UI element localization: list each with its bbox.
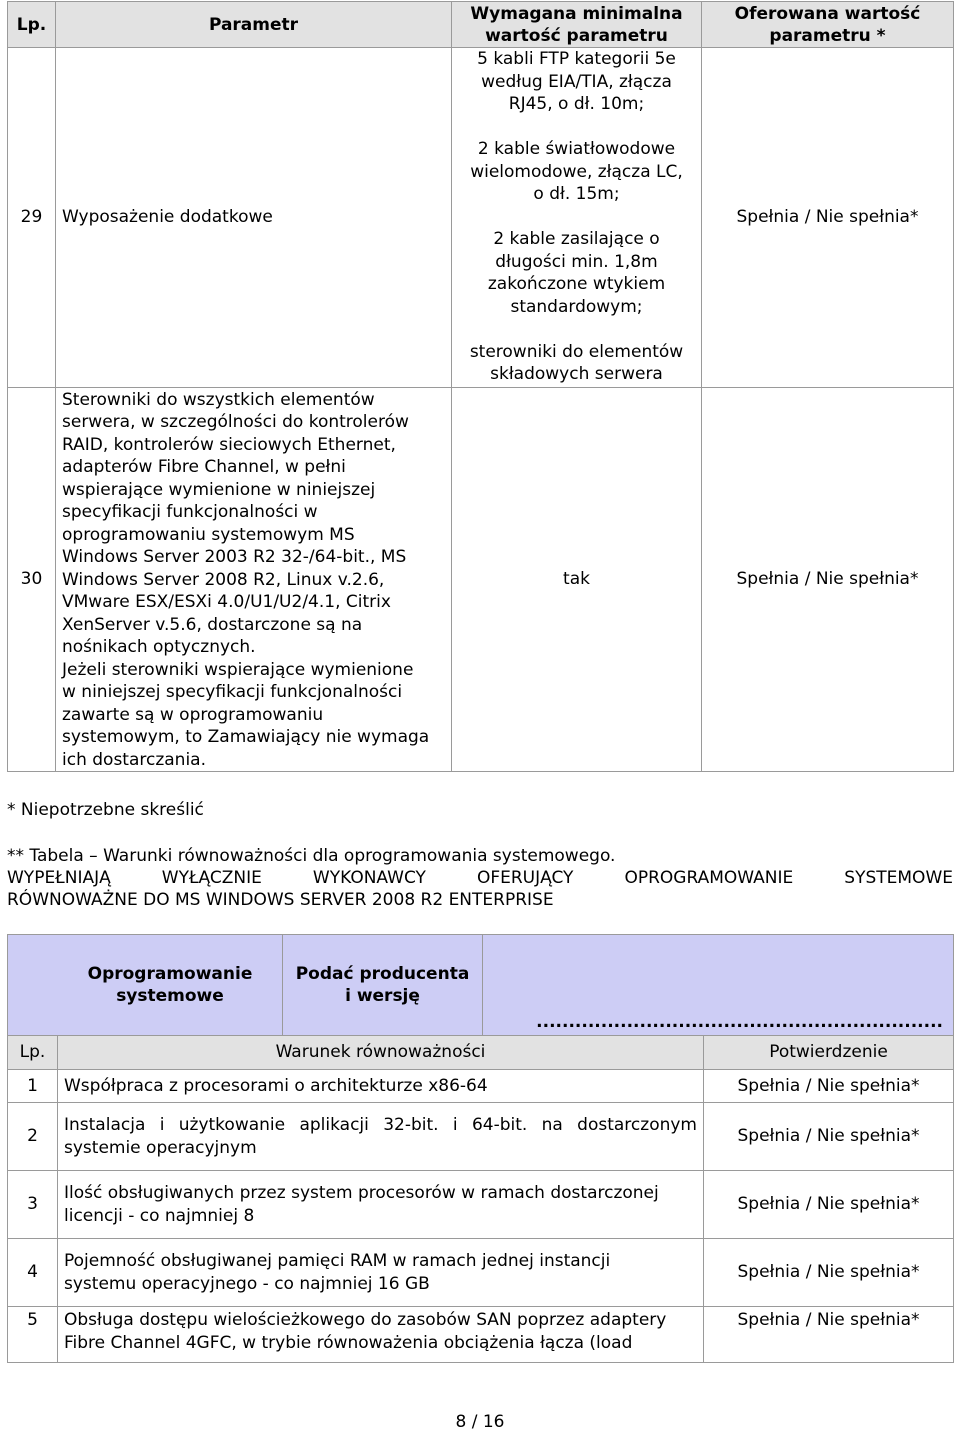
row-param: Wyposażenie dodatkowe <box>56 48 452 388</box>
row-condition <box>58 1239 704 1307</box>
header-offered-value <box>702 2 954 48</box>
row-lp: 4 <box>8 1239 58 1307</box>
min-line: długości min. 1,8m <box>495 251 658 272</box>
header-confirm: Potwierdzenie <box>704 1036 954 1070</box>
table2-header-row <box>8 1036 954 1070</box>
min-line: 2 kable światłowodowe <box>477 139 676 159</box>
footnote-strike: * Niepotrzebne skreślić <box>7 800 204 820</box>
equivalence-table <box>7 934 954 1363</box>
min-line: zakończone wtykiem <box>487 274 666 294</box>
param-line: RAID, kontrolerów sieciowych Ethernet, <box>62 434 396 455</box>
param-line: VMware ESX/ESXi 4.0/U1/U2/4.1, Citrix <box>62 592 391 612</box>
software-label-line1: Oprogramowanie <box>87 963 253 984</box>
param-line: Windows Server 2003 R2 32-/64-bit., MS <box>62 547 407 567</box>
row-confirm: Spełnia / Nie spełnia* <box>704 1239 954 1307</box>
page-number: 8 / 16 <box>455 1412 505 1432</box>
row-confirm: Spełnia / Nie spełnia* <box>704 1171 954 1239</box>
table-row <box>8 388 954 772</box>
header-lp: Lp. <box>8 1036 58 1070</box>
row-condition <box>58 1307 704 1363</box>
condition-line: Fibre Channel 4GFC, w trybie równoważenia obciążenia łącza (load <box>64 1332 633 1353</box>
param-line: specyfikacji funkcjonalności w <box>62 502 318 522</box>
table2-title: ** Tabela – Warunki równoważności dla oprogramowania systemowego. <box>7 846 616 866</box>
row-condition: Współpraca z procesorami o architekturze x86-64 <box>58 1070 704 1103</box>
param-line: w niniejszej specyfikacji funkcjonalności <box>62 682 403 702</box>
row-confirm: Spełnia / Nie spełnia* <box>704 1307 954 1363</box>
row-param <box>56 388 452 772</box>
producer-label <box>283 935 483 1036</box>
row-lp: 3 <box>8 1171 58 1239</box>
row-min-value: tak <box>452 388 702 772</box>
param-line: Windows Server 2008 R2, Linux v.2.6, <box>62 569 385 590</box>
row-lp: 30 <box>8 388 56 772</box>
param-line: serwera, w szczególności do kontrolerów <box>62 412 409 432</box>
condition-line: Obsługa dostępu wielościeżkowego do zasobów SAN poprzez adaptery <box>64 1310 667 1330</box>
condition-line: Instalacja i użytkowanie aplikacji 32-bit. i 64-bit. na dostarczonym <box>64 1115 697 1135</box>
min-line: sterowniki do elementów <box>469 341 684 362</box>
param-line: systemowym, to Zamawiający nie wymaga <box>62 727 430 747</box>
header-parametr: Parametr <box>56 2 452 48</box>
condition-line: systemu operacyjnego - co najmniej 16 GB <box>64 1273 430 1294</box>
fill-instruction-line2: RÓWNOWAŻNE DO MS WINDOWS SERVER 2008 R2 ENTERPRISE <box>7 890 554 910</box>
table-row <box>8 48 954 388</box>
min-line: 2 kable zasilające o <box>493 229 660 249</box>
row-lp: 29 <box>8 48 56 388</box>
row-lp: 5 <box>8 1307 58 1363</box>
software-label <box>8 935 283 1036</box>
row-lp: 2 <box>8 1103 58 1171</box>
header-lp: Lp. <box>8 2 56 48</box>
row-condition <box>58 1171 704 1239</box>
header-min-value-line2: wartość parametru <box>485 25 668 46</box>
header-offered-line2: parametru * <box>769 25 886 46</box>
header-min-value <box>452 2 702 48</box>
param-line: nośnikach optycznych. <box>62 637 256 657</box>
min-line: o dł. 15m; <box>533 184 620 204</box>
table-row <box>8 1239 954 1307</box>
condition-line: licencji - co najmniej 8 <box>64 1205 255 1226</box>
row-min-value <box>452 48 702 388</box>
row-offered: Spełnia / Nie spełnia* <box>702 48 954 388</box>
table-row <box>8 1307 954 1363</box>
min-line: według EIA/TIA, złącza <box>481 71 672 92</box>
software-label-line2: systemowe <box>116 986 224 1006</box>
param-line: wspierające wymienione w niniejszej <box>62 479 376 500</box>
row-confirm: Spełnia / Nie spełnia* <box>704 1103 954 1171</box>
requirements-table <box>7 1 954 772</box>
fill-instruction-line1: WYPEŁNIAJĄ WYŁĄCZNIE WYKONAWCY OFERUJĄCY OPROGRAMOWANIE SYSTEMOWE <box>7 868 953 888</box>
table-row <box>8 1171 954 1239</box>
min-line <box>458 116 695 139</box>
condition-line: Pojemność obsługiwanej pamięci RAM w ramach jednej instancji <box>64 1251 611 1271</box>
param-line: Jeżeli sterowniki wspierające wymienione <box>62 659 414 680</box>
header-offered-line1: Oferowana wartość <box>734 3 921 24</box>
param-line: XenServer v.5.6, dostarczone są na <box>62 614 363 635</box>
table-row <box>8 1103 954 1171</box>
min-line: 5 kabli FTP kategorii 5e <box>477 49 676 69</box>
min-line <box>458 318 695 341</box>
param-line: adapterów Fibre Channel, w pełni <box>62 457 346 477</box>
header-condition: Warunek równoważności <box>58 1036 704 1070</box>
header-min-value-line1: Wymagana minimalna <box>470 3 683 24</box>
min-line: standardowym; <box>510 296 643 317</box>
min-line: wielomodowe, złącza LC, <box>470 161 683 182</box>
min-line: składowych serwera <box>490 364 663 384</box>
producer-version-field[interactable]: ............................................................... <box>483 935 954 1036</box>
param-line: oprogramowaniu systemowym MS <box>62 524 355 545</box>
condition-line: Ilość obsługiwanych przez system procesorów w ramach dostarczonej <box>64 1183 659 1203</box>
table1-header-row <box>8 2 954 48</box>
min-line: RJ45, o dł. 10m; <box>508 94 645 114</box>
param-line: Sterowniki do wszystkich elementów <box>62 389 375 410</box>
table-row <box>8 1070 954 1103</box>
condition-line: systemie operacyjnym <box>64 1137 257 1158</box>
row-lp: 1 <box>8 1070 58 1103</box>
row-condition <box>58 1103 704 1171</box>
software-row <box>8 935 954 1036</box>
producer-label-line2: i wersję <box>345 986 420 1006</box>
row-confirm: Spełnia / Nie spełnia* <box>704 1070 954 1103</box>
producer-label-line1: Podać producenta <box>295 963 470 984</box>
param-line: zawarte są w oprogramowaniu <box>62 704 324 725</box>
param-line: ich dostarczania. <box>62 749 207 770</box>
row-offered: Spełnia / Nie spełnia* <box>702 388 954 772</box>
min-line <box>458 206 695 229</box>
